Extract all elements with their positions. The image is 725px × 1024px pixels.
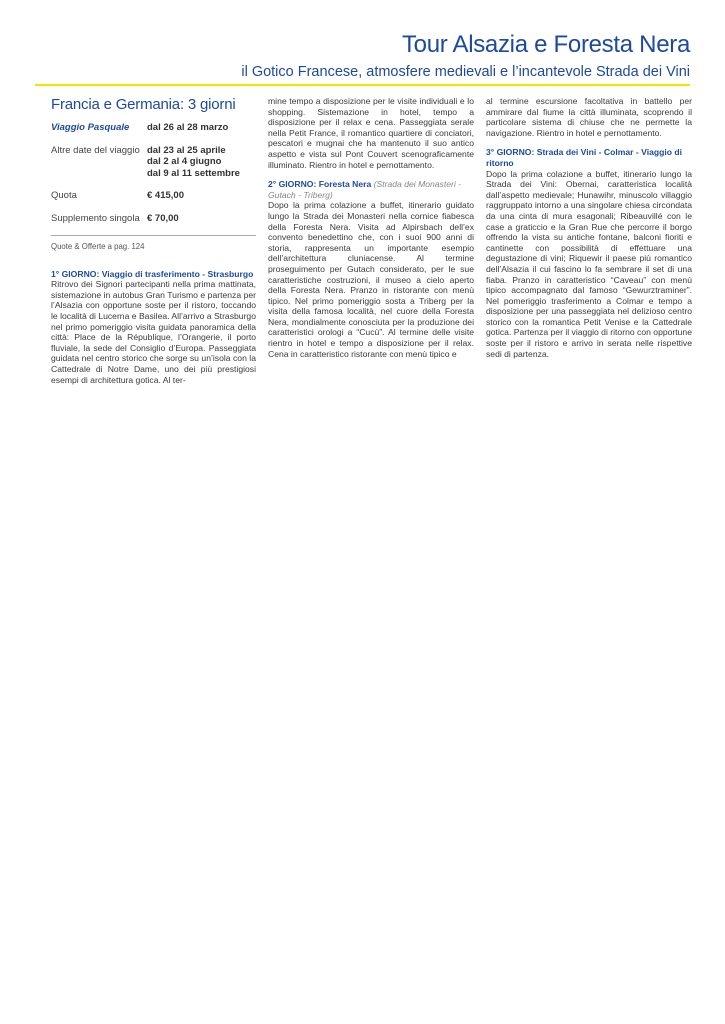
day3-heading: 3° GIORNO: Strada dei Vini - Colmar - Viaggio di ritorno (486, 147, 683, 168)
day2-text: Dopo la prima colazione a buffet, itinerario guidato lungo la Strada dei Monasteri nella cornice fiabesca della Foresta Nera. Visita ad Alpirsbach dell’ex convento benedettino che, con i suoi 900 anni di storia, rappresenta un importante esempio dell’architettura cluniacense. Al termine proseguimento per Gutach considerato, per le sue caratteristiche costruzioni, il museo a cielo aperto della Foresta Nera. Pranzo in ristorante con menù tipico. Nel primo pomeriggio sosta a Triberg per la visita della famosa località, nel cuore della Foresta Nera, mondialmente conosciuta per la produzione dei caratteristici orologi a “Cucù”. Al termine delle visite rientro in hotel e tempo a disposizione per il relax. Cena in caratteristico ristorante con menù tipico e (268, 200, 474, 359)
section-title: Francia e Germania: 3 giorni (51, 96, 236, 113)
day3-text: Dopo la prima colazione a buffet, itinerario lungo la Strada dei Vini: Obernai, caratteristica località dall’aspetto medievale; Hunawihr, minuscolo villaggio raggruppato intorno a una singolare chiesa circondata da una cinta di mura esagonali; Ribeauvillé con le case a graticcio e la Gran Rue che percorre il borgo offrendo la vista su antiche fontane, balconi fioriti e cantinette con possibilità di effettuare una degustazione di vini; Riquewir il paese più romantico dell’Alsazia il cui fascino lo fa sembrare il set di una fiaba. Pranzo in caratteristico “Caveau” con menù tipico accompagnato dal famoso “Gewurztraminer”. Nel pomeriggio trasferimento a Colmar e tempo a disposizione per una passeggiata nel delizioso centro storico con la romantica Petit Venise e la Cattedrale gotica. Partenza per il viaggio di ritorno con opportune soste per il ristoro e arrivo in serata nelle rispettive sedi di partenza. (486, 168, 692, 359)
column-2 (268, 96, 474, 359)
easter-label: Viaggio Pasquale (51, 122, 130, 133)
other-dates-label: Altre date del viaggio (51, 144, 140, 156)
price-value: € 415,00 (147, 190, 184, 201)
info-row-single (51, 213, 256, 225)
header-divider (35, 84, 690, 86)
info-row-price (51, 190, 256, 202)
column-1 (51, 96, 256, 385)
single-label: Supplemento singola (51, 212, 140, 224)
day2-heading-sub: (Strada dei Monasteri - Gutach - Triberg) (268, 179, 462, 200)
info-divider (51, 235, 256, 236)
easter-value: dal 26 al 28 marzo (147, 122, 229, 133)
single-value: € 70,00 (147, 212, 179, 224)
info-row-easter (51, 122, 256, 134)
day2-text-continued: al termine escursione facoltativa in battello per ammirare dal fiume la città illuminata, scoprendo il particolare sistema di chiuse che ne permette la navigazione. Rientro in hotel e pernottamento. (486, 96, 692, 138)
other-dates-list (147, 145, 240, 180)
info-row-other-dates (51, 145, 256, 180)
other-date: dal 9 al 11 settembre (147, 167, 240, 179)
other-date: dal 2 al 4 giugno (147, 156, 222, 167)
day1-text: Ritrovo dei Signori partecipanti nella prima mattinata, sistemazione in autobus Gran Turismo e partenza per l’Alsazia con opportune soste per il ristoro, toccando le località di Lucerna e Basilea. All’arrivo a Strasburgo nel primo pomeriggio visita guidata panoramica della città: Place de la République, l’Orangerie, il porto fluviale, la sede del Consiglio d’Europa. Passeggiata guidata nel centro storico che sorge su un’isola con la Cattedrale di Notre Dame, uno dei più prestigiosi esempi di architettura gotica. Al ter- (51, 279, 256, 385)
day2-heading (268, 179, 474, 200)
page-subtitle: il Gotico Francese, atmosfere medievali e l’incantevole Strada dei Vini (241, 64, 690, 80)
price-label: Quota (51, 190, 77, 201)
day2-heading-title: 2° GIORNO: Foresta Nera (268, 179, 372, 190)
other-date: dal 23 al 25 aprile (147, 144, 226, 156)
page-header (241, 30, 690, 82)
day1-heading: 1° GIORNO: Viaggio di trasferimento - Strasburgo (51, 268, 254, 279)
page-title: Tour Alsazia e Foresta Nera (401, 31, 690, 58)
day1-text-continued: mine tempo a disposizione per le visite individuali e lo shopping. Sistemazione in hotel, tempo a disposizione per il relax e cena. Passeggiata serale nella Petit France, il romantico quartiere di conciatori, pescatori e mugnai che ha mantenuto il suo antico aspetto e vista sul Pont Couvert scenograficamente illuminato. Rientro in hotel e pernottamento. (268, 96, 474, 170)
price-note: Quote & Offerte a pag. 124 (51, 242, 145, 251)
column-3 (486, 96, 692, 359)
